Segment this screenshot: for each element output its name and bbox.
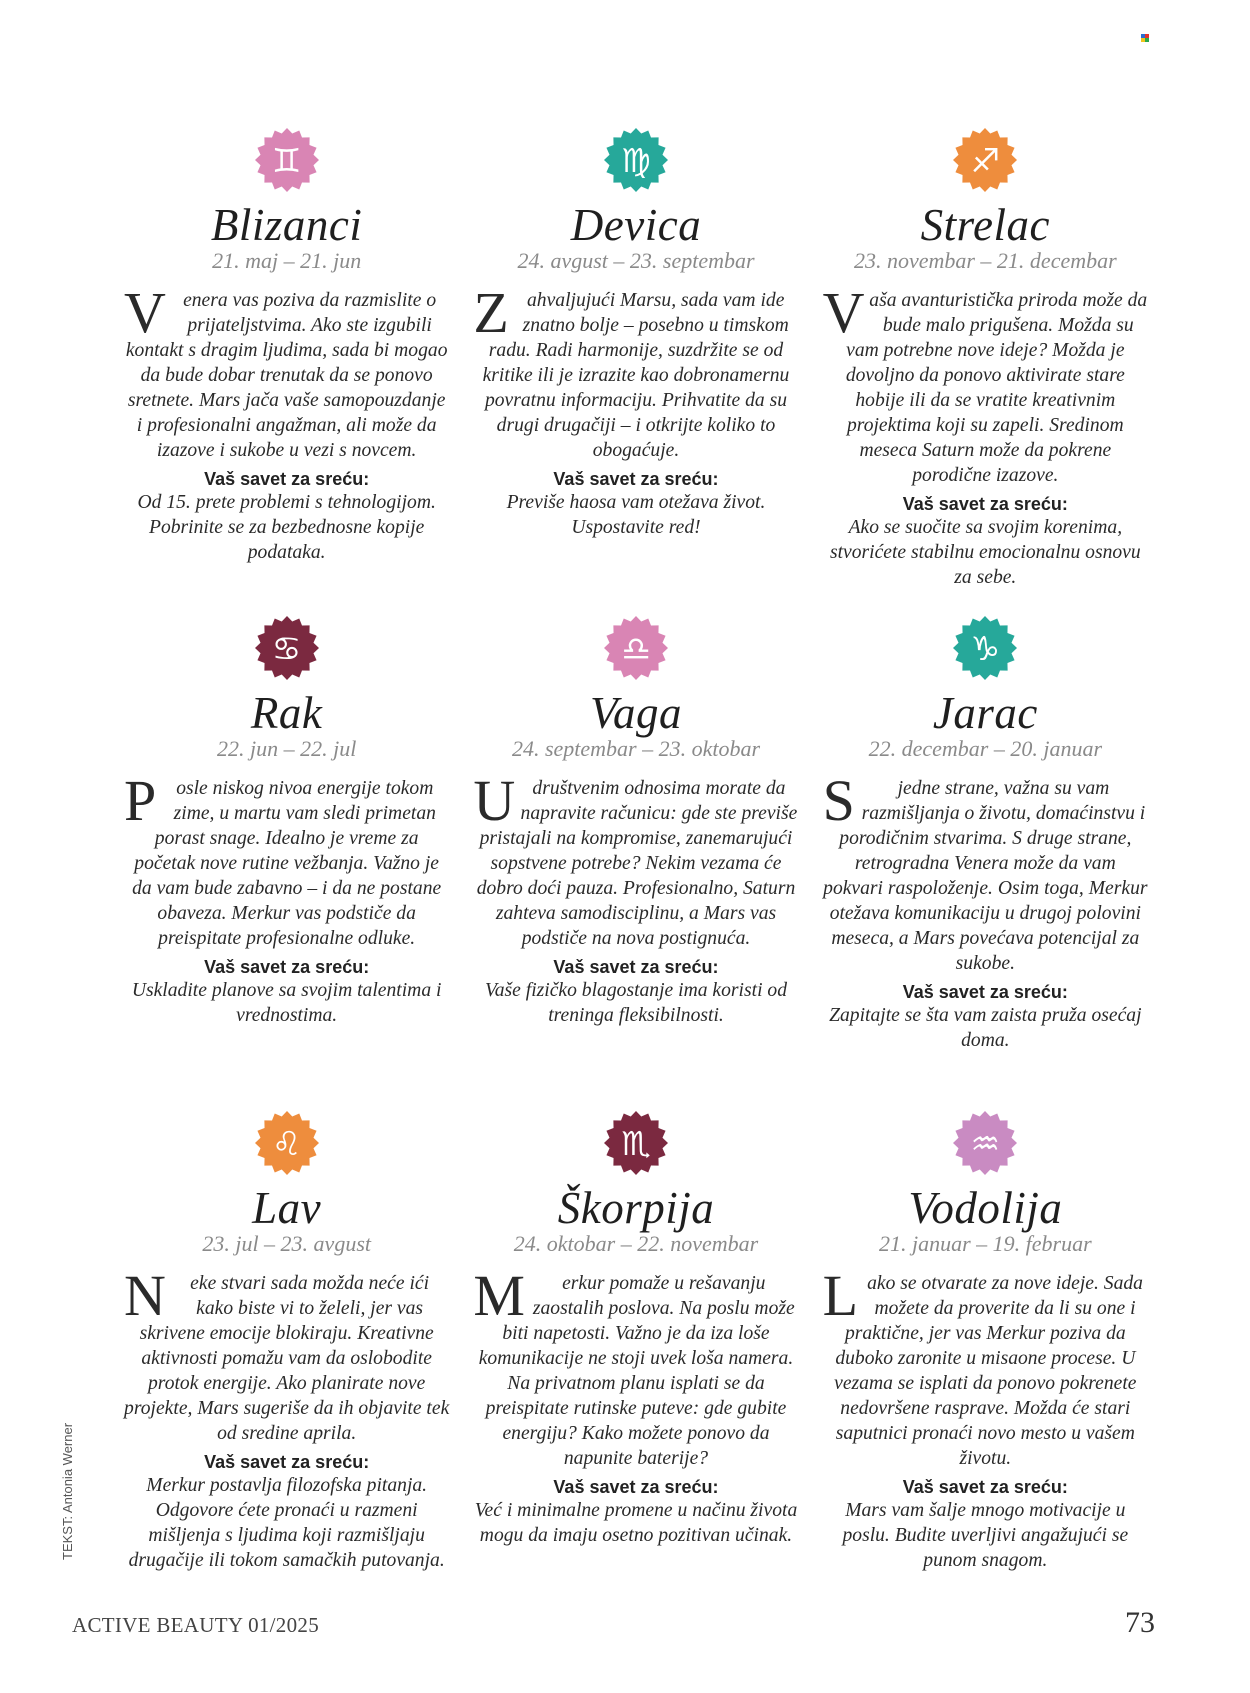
- advice-heading: Vaš savet za sreću:: [204, 469, 370, 489]
- horoscope-text: [473, 280, 798, 463]
- sign-dates: 21. maj – 21. jun: [212, 248, 362, 273]
- sign-card-škorpija: [461, 1111, 810, 1598]
- zodiac-glyph: ♌: [271, 1123, 302, 1163]
- zodiac-glyph: ♍: [621, 140, 651, 180]
- sign-name: Blizanci: [210, 200, 363, 250]
- advice-text: Zapitajte se šta vam zaista pruža osećaj doma.: [829, 1005, 1142, 1051]
- horoscope-body: ako se otvarate za nove ideje. Sada možete da proverite da li su one i praktične, jer vas Merkur poziva da duboko zaronite u misaone procese. U vezama se isplati da ponovo pokrenete nedovršene rasprave. Možda će stari saputnici pronaći novo mesto u vašem životu.: [834, 1273, 1143, 1469]
- advice-text: Previše haosa vam otežava život. Uspostavite red!: [506, 492, 766, 538]
- sign-dates: 22. decembar – 20. januar: [868, 736, 1103, 761]
- drop-cap: S: [822, 768, 855, 833]
- sign-name: Devica: [570, 200, 702, 250]
- zodiac-glyph: ♏: [621, 1123, 651, 1163]
- horoscope-body: aša avanturistička priroda može da bude malo prigušena. Možda su vam potrebne nove ideje? Možda je dovoljno da ponovo aktivirate stare hobije ili da se vratite kreativnim projektima koji su zapeli. Sredinom meseca Saturn može da pokrene porodične izazove.: [845, 290, 1148, 486]
- horoscope-body: osle niskog nivoa energije tokom zime, u martu vam sledi primetan porast snage. Idealno je vreme za početak nove rutine vežbanja. Važno je da vam bude zabavno – i da ne postane obaveza. Merkur vas podstiče da preispitate profesionalne odluke.: [132, 778, 442, 949]
- horoscope-body: ahvaljujući Marsu, sada vam ide znatno bolje – posebno u timskom radu. Radi harmonije, suzdržite se od kritike ili je izrazite kao dobronamernu povratnu informaciju. Prihvatite da su drugi drugačiji – i otkrijte koliko to obogaćuje.: [482, 290, 790, 461]
- advice-heading: Vaš savet za sreću:: [553, 957, 719, 977]
- sign-name: Strelac: [920, 200, 1050, 250]
- horoscope-text: [124, 280, 449, 463]
- advice-heading: Vaš savet za sreću:: [553, 1477, 719, 1497]
- gemini-icon: [255, 128, 319, 192]
- sign-name: Rak: [250, 688, 323, 738]
- drop-cap: Z: [473, 280, 509, 345]
- sagittarius-icon: [953, 128, 1017, 192]
- drop-cap: M: [473, 1263, 525, 1328]
- scorpio-icon: [604, 1111, 668, 1175]
- zodiac-glyph: ♒: [970, 1123, 1001, 1163]
- zodiac-glyph: ♑: [970, 628, 1001, 668]
- sign-dates: 22. jun – 22. jul: [216, 736, 357, 761]
- zodiac-glyph: ♐: [970, 140, 1001, 180]
- sign-name: Vodolija: [908, 1183, 1063, 1233]
- libra-icon: [604, 616, 668, 680]
- advice-heading: Vaš savet za sreću:: [902, 1477, 1068, 1497]
- horoscope-text: [473, 768, 798, 951]
- horoscope-body: društvenim odnosima morate da napravite računicu: gde ste previše pristajali na kompromise, zanemarujući sopstvene potrebe? Nekim vezama će dobro doći pauza. Profesionalno, Saturn zahteva samodisciplinu, a Mars vas podstiče na nova postignuća.: [476, 778, 798, 949]
- sign-card-rak: [112, 616, 461, 1111]
- advice-text: Vaše fizičko blagostanje ima koristi od treninga fleksibilnosti.: [484, 980, 788, 1026]
- sign-dates: 23. novembar – 21. decembar: [853, 248, 1117, 273]
- sign-name: Lav: [252, 1183, 322, 1233]
- drop-cap: V: [822, 280, 865, 345]
- drop-cap: N: [124, 1263, 166, 1328]
- advice-text: Merkur postavlja filozofska pitanja. Odgovore ćete pronaći u razmeni mišljenja s ljudima koji razmišljaju drugačije ili tokom samačkih putovanja.: [128, 1475, 445, 1571]
- virgo-icon: [604, 128, 668, 192]
- sign-card-lav: [112, 1111, 461, 1598]
- zodiac-glyph: ♊: [271, 140, 302, 180]
- sign-card-vodolija: [811, 1111, 1160, 1598]
- horoscope-grid: [112, 128, 1160, 1598]
- zodiac-glyph: ♋: [271, 628, 302, 668]
- sign-name: Jarac: [932, 688, 1038, 738]
- advice-text: Ako se suočite sa svojim korenima, stvorićete stabilnu emocionalnu osnovu za sebe.: [829, 517, 1141, 588]
- magazine-issue: ACTIVE BEAUTY 01/2025: [72, 1613, 319, 1637]
- horoscope-body: eke stvari sada možda neće ići kako biste vi to želeli, jer vas skrivene emocije blokiraju. Kreativne aktivnosti pomažu vam da oslobodite protok energije. Ako planirate nove projekte, Mars sugeriše da ih objavite tek od sredine aprila.: [124, 1273, 450, 1444]
- horoscope-body: erkur pomaže u rešavanju zaostalih poslova. Na poslu može biti napetosti. Važno je da iza loše komunikacije ne stoji uvek loša namera. Na privatnom planu isplati se da preispitate rutinske puteve: gde gubite energiju? Kako možete ponovo da napunite baterije?: [478, 1273, 795, 1469]
- drop-cap: P: [124, 768, 157, 833]
- advice-text: Od 15. prete problemi s tehnologijom. Pobrinite se za bezbednosne kopije podataka.: [137, 492, 436, 563]
- sign-card-strelac: [811, 128, 1160, 616]
- advice-text: Uskladite planove sa svojim talentima i vrednostima.: [131, 980, 442, 1026]
- leo-icon: [255, 1111, 319, 1175]
- horoscope-body: enera vas poziva da razmislite o prijateljstvima. Ako ste izgubili kontakt s dragim ljudima, sada bi mogao da bude dobar trenutak da se ponovo sretnete. Mars jača vaše samopouzdanje i profesionalni angažman, ali može da izazove i sukobe u vezi s novcem.: [125, 290, 448, 461]
- page-number: 73: [1125, 1606, 1155, 1639]
- drop-cap: V: [124, 280, 166, 345]
- advice-heading: Vaš savet za sreću:: [902, 982, 1068, 1002]
- sign-card-blizanci: [112, 128, 461, 616]
- horoscope-text: [822, 280, 1148, 488]
- drop-cap: L: [822, 1263, 859, 1328]
- advice-heading: Vaš savet za sreću:: [553, 469, 719, 489]
- advice-text: Već i minimalne promene u načinu života mogu da imaju osetno pozitivan učinak.: [474, 1500, 798, 1546]
- sign-name: Škorpija: [557, 1183, 715, 1233]
- sign-card-devica: [461, 128, 810, 616]
- author-credit: TEKST: Antonia Werner: [60, 1422, 75, 1560]
- horoscope-body: jedne strane, važna su vam razmišljanja o životu, domaćinstvu i porodičnim stvarima. S druge strane, retrogradna Venera može da vam pokvari raspoloženje. Osim toga, Merkur otežava komunikaciju u drugoj polovini meseca, a Mars povećava potencijal za sukobe.: [823, 778, 1148, 974]
- advice-heading: Vaš savet za sreću:: [204, 957, 370, 977]
- advice-text: Mars vam šalje mnogo motivacije u poslu. Budite uverljivi angažujući se punom snagom.: [842, 1500, 1129, 1571]
- sign-dates: 24. avgust – 23. septembar: [517, 248, 755, 273]
- zodiac-glyph: ♎: [621, 628, 651, 668]
- sign-card-vaga: [461, 616, 810, 1111]
- sign-dates: 24. oktobar – 22. novembar: [513, 1231, 759, 1256]
- sign-card-jarac: [811, 616, 1160, 1111]
- cancer-icon: [255, 616, 319, 680]
- sign-dates: 21. januar – 19. februar: [878, 1231, 1092, 1256]
- sign-dates: 24. septembar – 23. oktobar: [511, 736, 761, 761]
- advice-heading: Vaš savet za sreću:: [204, 1452, 370, 1472]
- horoscope-text: [822, 768, 1148, 976]
- horoscope-text: [473, 1263, 798, 1471]
- aquarius-icon: [953, 1111, 1017, 1175]
- color-marks: [1141, 34, 1150, 43]
- capricorn-icon: [953, 616, 1017, 680]
- horoscope-text: [124, 1263, 450, 1446]
- sign-name: Vaga: [589, 688, 682, 738]
- advice-heading: Vaš savet za sreću:: [902, 494, 1068, 514]
- sign-dates: 23. jul – 23. avgust: [202, 1231, 371, 1256]
- horoscope-text: [822, 1263, 1148, 1471]
- drop-cap: U: [473, 768, 516, 833]
- horoscope-text: [124, 768, 449, 951]
